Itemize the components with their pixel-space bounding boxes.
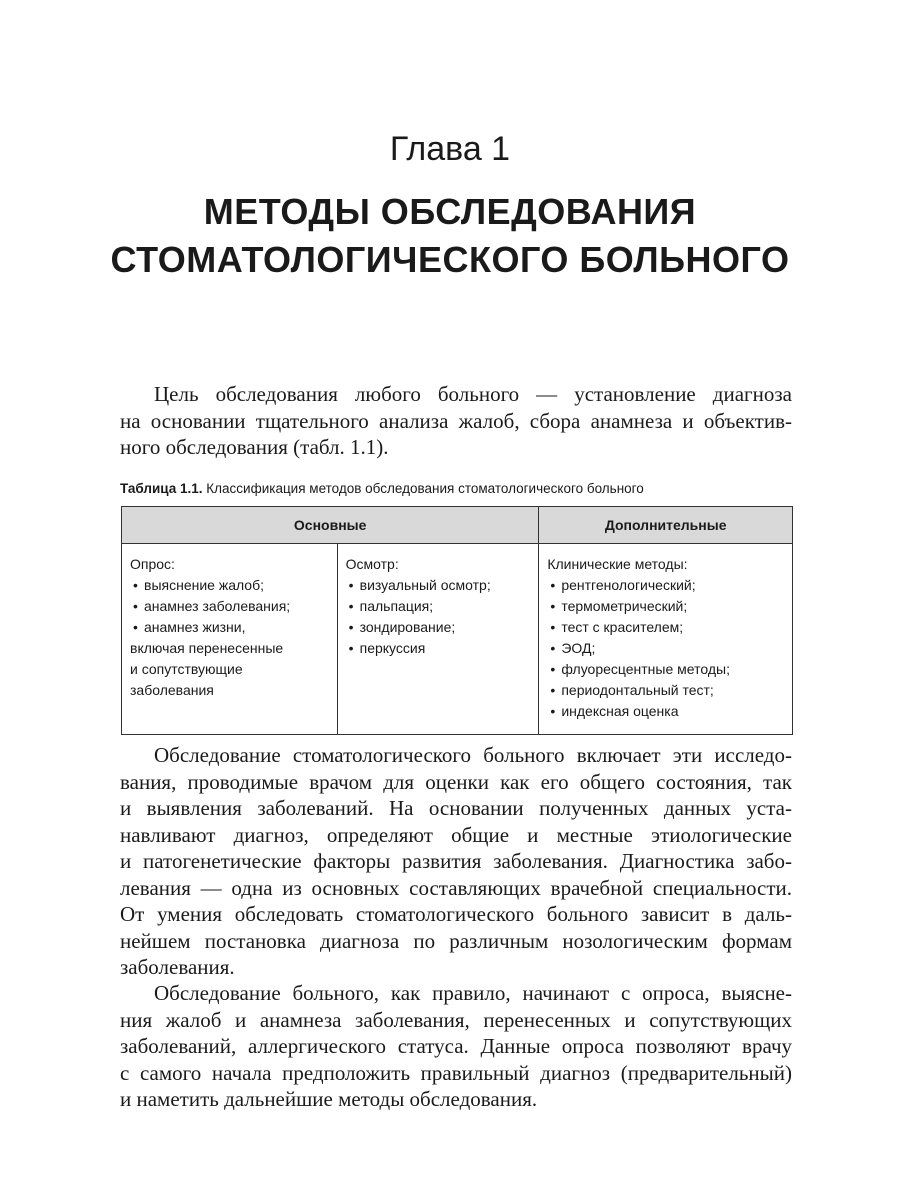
continuation-line: и сопутствующие: [130, 661, 243, 677]
cell-clinical-methods: [539, 544, 793, 735]
cell-survey: [122, 544, 338, 735]
bullet-list: [547, 575, 786, 722]
text-line: ного обследования (табл. 1.1).: [120, 435, 389, 459]
table-caption: [120, 481, 800, 496]
text-line: вания, проводимые врачом для оценки как его общего состояния, так: [120, 769, 792, 794]
text-line: и наметить дальнейшие методы обследования.: [120, 1087, 538, 1111]
list-item: • выяснение жалоб;: [130, 575, 331, 596]
chapter-title-line: СТОМАТОЛОГИЧЕСКОГО БОЛЬНОГО: [110, 239, 790, 280]
text-line: Обследование больного, как правило, начинают с опроса, выясне-: [154, 981, 792, 1005]
cell-examination: [337, 544, 539, 735]
table-caption-text: Классификация методов обследования стоматологического больного: [202, 481, 644, 496]
cell-heading: Клинические методы:: [547, 556, 688, 572]
list-item: • тест с красителем;: [547, 617, 786, 638]
text-line: заболевания.: [120, 955, 235, 979]
text-line: навливают диагноз, определяют общие и местные этиологические: [120, 822, 792, 847]
text-line: заболеваний, аллергического статуса. Данные опроса позволяют врачу: [120, 1034, 792, 1058]
list-item: • ЭОД;: [547, 638, 786, 659]
list-item: • индексная оценка: [547, 701, 786, 722]
chapter-title-line: МЕТОДЫ ОБСЛЕДОВАНИЯ: [203, 191, 697, 232]
text-line: на основании тщательного анализа жалоб, сбора анамнеза и объектив-: [120, 408, 792, 433]
header-additional: Дополнительные: [539, 507, 793, 544]
bullet-list: [130, 575, 331, 638]
text-line: и выявления заболеваний. На основании полученных данных уста-: [120, 796, 792, 820]
list-item: • анамнез заболевания;: [130, 596, 331, 617]
text-line: Обследование стоматологического больного включает эти исследо-: [154, 743, 792, 767]
list-item: • зондирование;: [346, 617, 533, 638]
continuation-line: включая перенесенные: [130, 640, 284, 656]
text-line: левания — одна из основных составляющих врачебной специальности.: [120, 875, 792, 900]
list-item: • рентгенологический;: [547, 575, 786, 596]
table-caption-label: Таблица 1.1.: [120, 481, 203, 496]
continuation-line: заболевания: [130, 682, 214, 698]
bullet-list: [346, 575, 533, 659]
cell-heading: Осмотр:: [345, 556, 399, 572]
chapter-title: [0, 188, 900, 284]
methods-table: [121, 506, 793, 735]
list-item: • визуальный осмотр;: [346, 575, 533, 596]
text-line: ния жалоб и анамнеза заболевания, перенесенных и сопутствующих: [120, 1007, 792, 1032]
text-line: Цель обследования любого больного — установление диагноза: [154, 382, 792, 406]
intro-paragraph: [120, 381, 792, 461]
body-paragraph: [120, 742, 792, 981]
list-item: • периодонтальный тест;: [547, 680, 786, 701]
chapter-label: Глава 1: [389, 130, 511, 168]
list-item: • перкуссия: [346, 638, 533, 659]
text-line: с самого начала предположить правильный диагноз (предварительный): [120, 1060, 792, 1085]
body-paragraph: [120, 980, 792, 1113]
text-line: нейшем постановка диагноза по различным нозологическим формам: [120, 928, 792, 953]
text-line: От умения обследовать стоматологического больного зависит в даль-: [120, 902, 792, 926]
list-item: • флуоресцентные методы;: [547, 659, 786, 680]
cell-heading: Опрос:: [130, 556, 175, 572]
header-main: Основные: [122, 507, 539, 544]
list-item: • анамнез жизни,: [130, 617, 331, 638]
list-item: • пальпация;: [346, 596, 533, 617]
text-line: и патогенетические факторы развития заболевания. Диагностика забо-: [120, 849, 792, 873]
list-item: • термометрический;: [547, 596, 786, 617]
